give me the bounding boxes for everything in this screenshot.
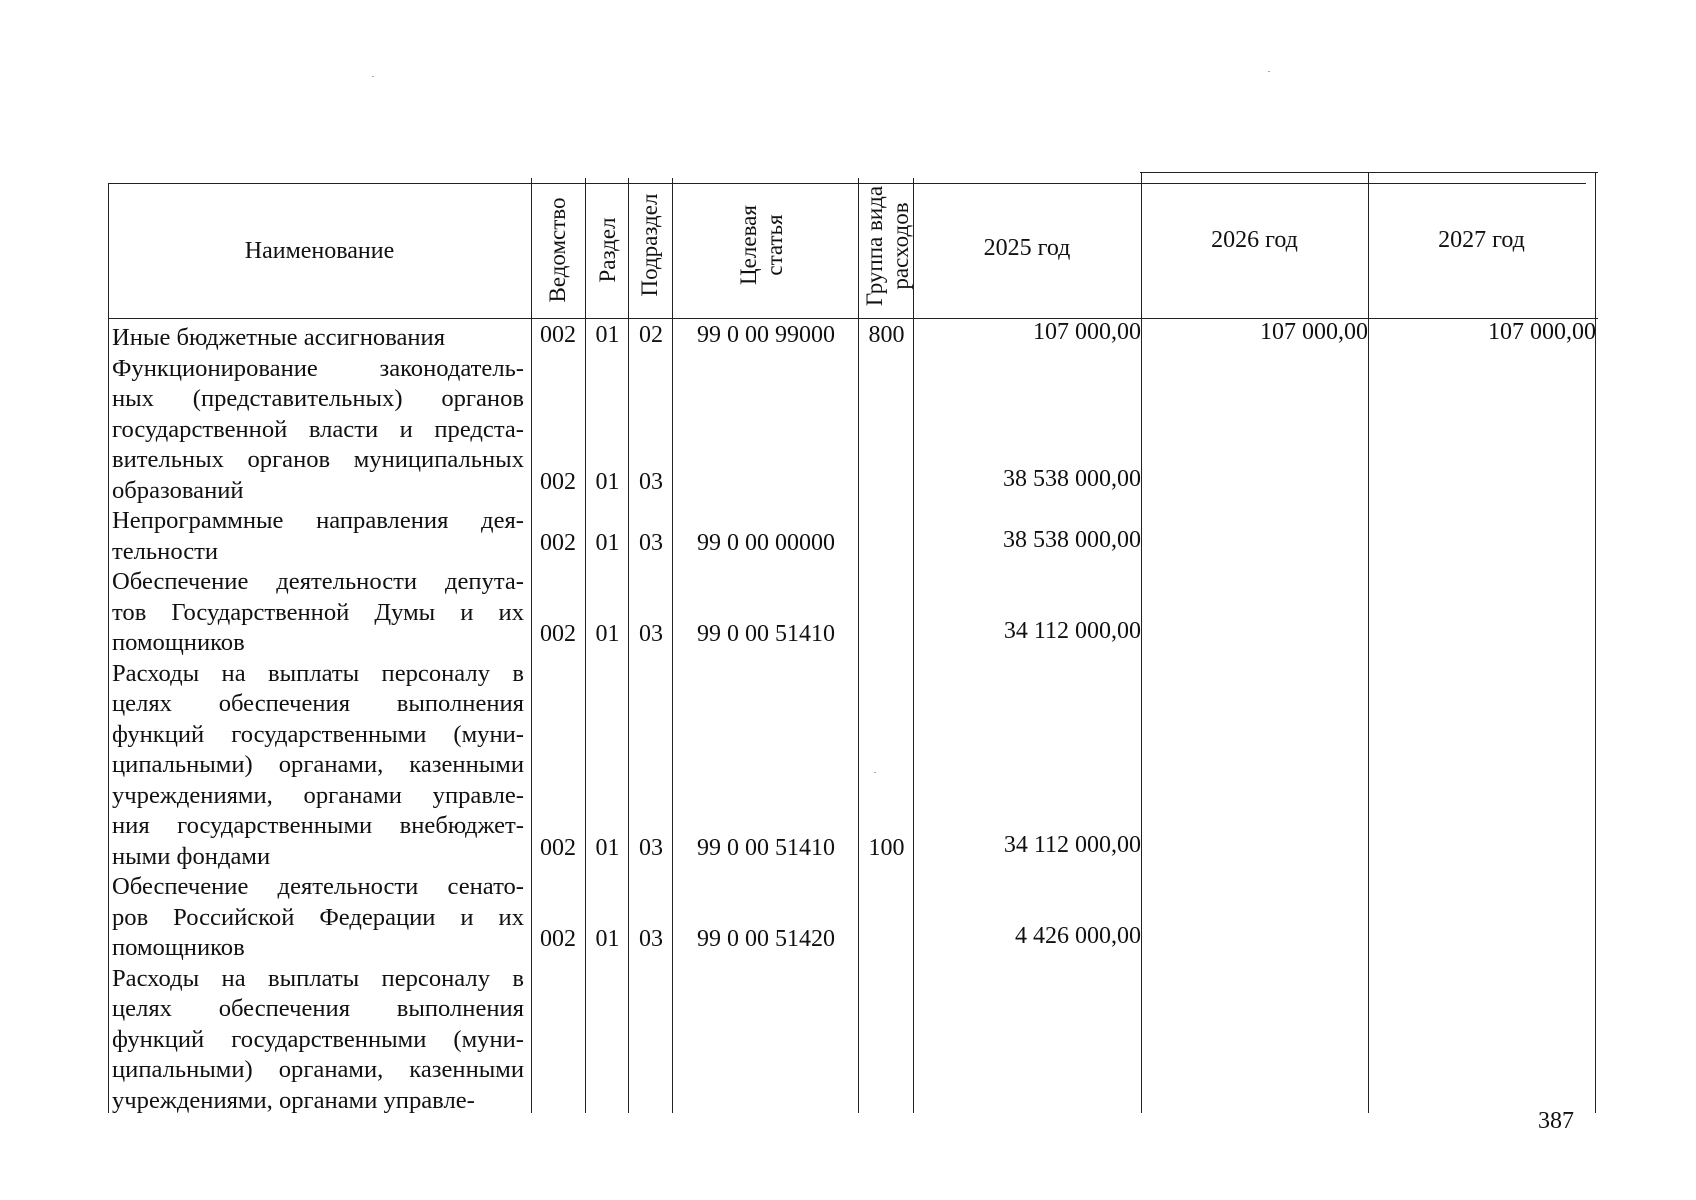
header-expense-group-line-1: Группа вида [862,185,887,307]
row-sec: 01 [595,926,620,952]
row-sub: 02 [639,322,663,348]
col-divider-4 [672,178,673,1113]
row-sec: 01 [595,468,620,495]
row-name-line: ципальными) органами, казенными [112,751,524,778]
header-year-2025-label: 2025 год [983,235,1071,261]
row-sub: 03 [639,834,663,861]
col-divider-7 [1141,172,1142,1113]
scan-speck [1268,71,1270,72]
row-name-line: функций государственными (муни- [112,1025,524,1053]
row-target: 99 0 00 51410 [697,621,835,647]
table-right-border [1595,172,1596,1113]
row-name-line: Расходы на выплаты персоналу в [112,659,524,687]
row-amount-2025: 34 112 000,00 [1003,618,1141,644]
header-year-2026 [1141,175,1368,305]
row-name [112,506,524,567]
row-name-line: Иные бюджетные ассигнования [112,324,446,351]
row-dept: 002 [540,834,576,861]
row-name-line: ных (представительных) органов [112,385,524,412]
scan-speck [372,76,374,77]
row-name-line: тов Государственной Думы и их [112,598,524,626]
col-divider-2 [585,178,586,1113]
header-year-2026-label: 2026 год [1211,227,1298,253]
row-group: 800 [868,322,905,348]
header-year-2027-label: 2027 год [1438,227,1525,253]
row-name-line: учреждениями, органами управле- [112,1086,475,1114]
row-target: 99 0 00 99000 [697,322,835,348]
row-sec: 01 [595,621,620,647]
row-sec: 01 [595,529,620,556]
header-target-item [736,190,788,300]
row-name-line: образований [112,476,244,504]
row-sub: 03 [639,621,663,647]
row-group: 100 [868,834,905,861]
row-name-line: целях обеспечения выполнения [112,995,524,1022]
row-name [112,872,524,964]
row-sub: 03 [639,468,663,495]
row-name [112,964,524,1117]
row-name [112,659,524,873]
row-name-line: Обеспечение деятельности депута- [112,568,524,595]
row-name-line: Обеспечение деятельности сенато- [112,873,524,900]
row-target: 99 0 00 00000 [697,529,835,556]
row-name-line: ров Российской Федерации и их [112,903,524,931]
header-target-item-line-1: Целевая [736,205,761,285]
row-dept: 002 [540,529,576,556]
row-name-line: ными фондами [112,842,271,870]
header-name-label: Наименование [244,237,395,264]
row-name-line: ния государственными внебюджет- [112,812,524,839]
row-amount-2025: 38 538 000,00 [1003,465,1141,492]
row-name-line: помощников [112,934,245,961]
row-dept: 002 [540,468,576,495]
row-sec: 01 [595,834,620,861]
row-sub: 03 [639,529,663,556]
row-amount-2027: 107 000,00 [1488,319,1596,345]
row-name-line: Расходы на выплаты персоналу в [112,964,524,992]
table-left-border [108,183,109,1113]
row-amount-2025: 38 538 000,00 [1003,526,1141,553]
col-divider-8 [1368,172,1369,1113]
row-name-line: вительных органов муниципальных [112,446,524,473]
table-top-border-right [1140,172,1598,173]
header-expense-group [862,174,914,318]
row-dept: 002 [540,926,576,952]
header-section-label: Раздел [595,217,620,283]
row-sub: 03 [639,926,663,952]
header-year-2027 [1368,175,1595,305]
row-name-line: Непрограммные направления дея- [112,507,524,534]
col-divider-6 [913,178,914,1113]
col-divider-3 [628,178,629,1113]
row-name [112,323,524,354]
row-name-line: целях обеспечения выполнения [112,690,524,717]
row-name-line: тельности [112,537,219,565]
scan-speck [874,772,876,773]
col-divider-5 [858,178,859,1113]
col-divider-1 [531,178,532,1113]
row-dept: 002 [540,322,576,348]
row-name [112,567,524,659]
page-number: 387 [1538,1108,1574,1134]
header-department-label: Ведомство [545,197,570,303]
row-amount-2026: 107 000,00 [1260,319,1368,345]
row-name-line: государственной власти и предста- [112,415,524,443]
row-amount-2025: 107 000,00 [1033,319,1141,345]
row-amount-2025: 34 112 000,00 [1003,831,1141,858]
header-expense-group-line-2: расходов [888,202,913,290]
row-dept: 002 [540,621,576,647]
header-name [108,183,531,318]
header-target-item-line-2: статья [762,214,787,276]
header-section [596,210,620,290]
row-sec: 01 [595,322,620,348]
row-name-line: помощников [112,629,245,656]
row-target: 99 0 00 51410 [697,834,835,861]
row-name [112,354,524,507]
row-name-line: функций государственными (муни- [112,720,524,748]
header-year-2025 [913,183,1141,313]
row-name-line: Функционирование законодатель- [112,354,524,382]
row-amount-2025: 4 426 000,00 [1015,923,1141,949]
header-subsection-label: Подраздел [637,193,662,297]
header-subsection [638,185,662,305]
row-name-line: учреждениями, органами управле- [112,781,524,809]
header-department [546,185,570,315]
row-target: 99 0 00 51420 [697,926,835,952]
row-name-line: ципальными) органами, казенными [112,1056,524,1083]
